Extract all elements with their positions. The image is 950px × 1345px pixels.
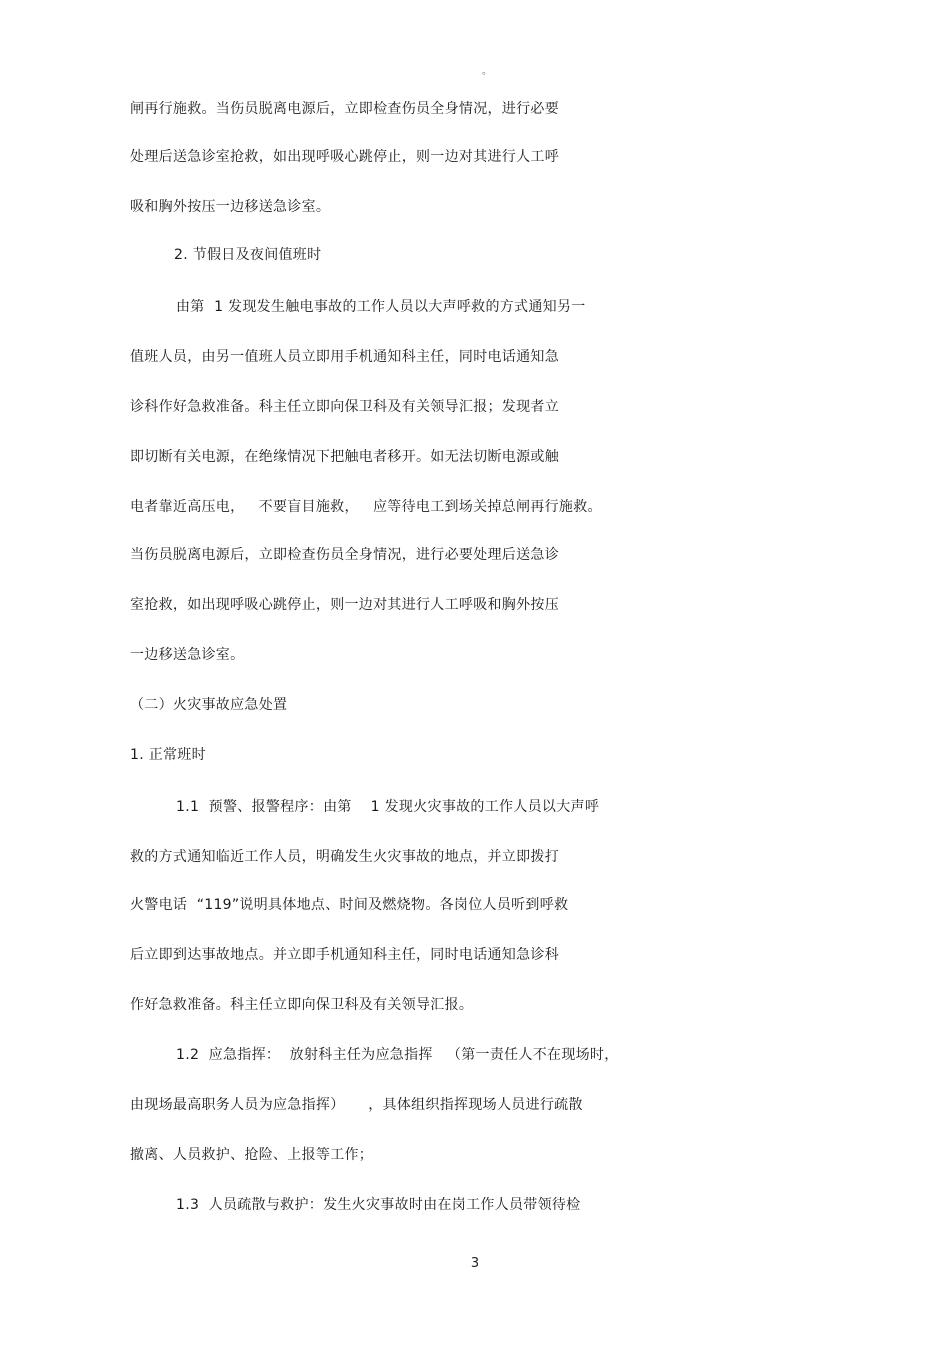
text-line: 1. 正常班时 (130, 747, 206, 763)
text-line: 一边移送急诊室。 (130, 647, 245, 663)
text-line: 诊科作好急救准备。科主任立即向保卫科及有关领导汇报；发现者立 (130, 399, 559, 415)
page-number: 3 (470, 1256, 480, 1271)
text-line: 2. 节假日及夜间值班时 (174, 247, 322, 263)
text-line: 火警电话 “119”说明具体地点、时间及燃烧物。各岗位人员听到呼救 (130, 897, 569, 913)
text-line: 1.1 预警、报警程序：由第 1 发现火灾事故的工作人员以大声呼 (176, 799, 600, 815)
text-line: 值班人员，由另一值班人员立即用手机通知科主任，同时电话通知急 (130, 349, 559, 365)
text-line: 电者靠近高压电， 不要盲目施救， 应等待电工到场关掉总闸再行施救。 (130, 499, 602, 515)
text-line: 吸和胸外按压一边移送急诊室。 (130, 199, 331, 215)
header-mark: 。 (482, 66, 492, 77)
text-line: 室抢救，如出现呼吸心跳停止，则一边对其进行人工呼吸和胸外按压 (130, 597, 559, 613)
text-line: 后立即到达事故地点。并立即手机通知科主任，同时电话通知急诊科 (130, 947, 559, 963)
text-line: 作好急救准备。科主任立即向保卫科及有关领导汇报。 (130, 997, 474, 1013)
text-line: 由现场最高职务人员为应急指挥） ，具体组织指挥现场人员进行疏散 (130, 1097, 583, 1113)
text-line: 1.2 应急指挥： 放射科主任为应急指挥 （第一责任人不在现场时， (176, 1047, 619, 1063)
text-line: 由第 1 发现发生触电事故的工作人员以大声呼救的方式通知另一 (176, 299, 586, 315)
text-line: （二）火灾事故应急处置 (130, 697, 288, 713)
text-line: 即切断有关电源，在绝缘情况下把触电者移开。如无法切断电源或触 (130, 449, 559, 465)
text-line: 救的方式通知临近工作人员，明确发生火灾事故的地点，并立即拨打 (130, 849, 559, 865)
text-line: 1.3 人员疏散与救护：发生火灾事故时由在岗工作人员带领待检 (176, 1197, 581, 1213)
text-line: 撤离、人员救护、抢险、上报等工作； (130, 1147, 374, 1163)
text-line: 处理后送急诊室抢救，如出现呼吸心跳停止，则一边对其进行人工呼 (130, 149, 559, 165)
text-line: 闸再行施救。当伤员脱离电源后，立即检查伤员全身情况，进行必要 (130, 101, 559, 117)
text-line: 当伤员脱离电源后，立即检查伤员全身情况，进行必要处理后送急诊 (130, 547, 559, 563)
